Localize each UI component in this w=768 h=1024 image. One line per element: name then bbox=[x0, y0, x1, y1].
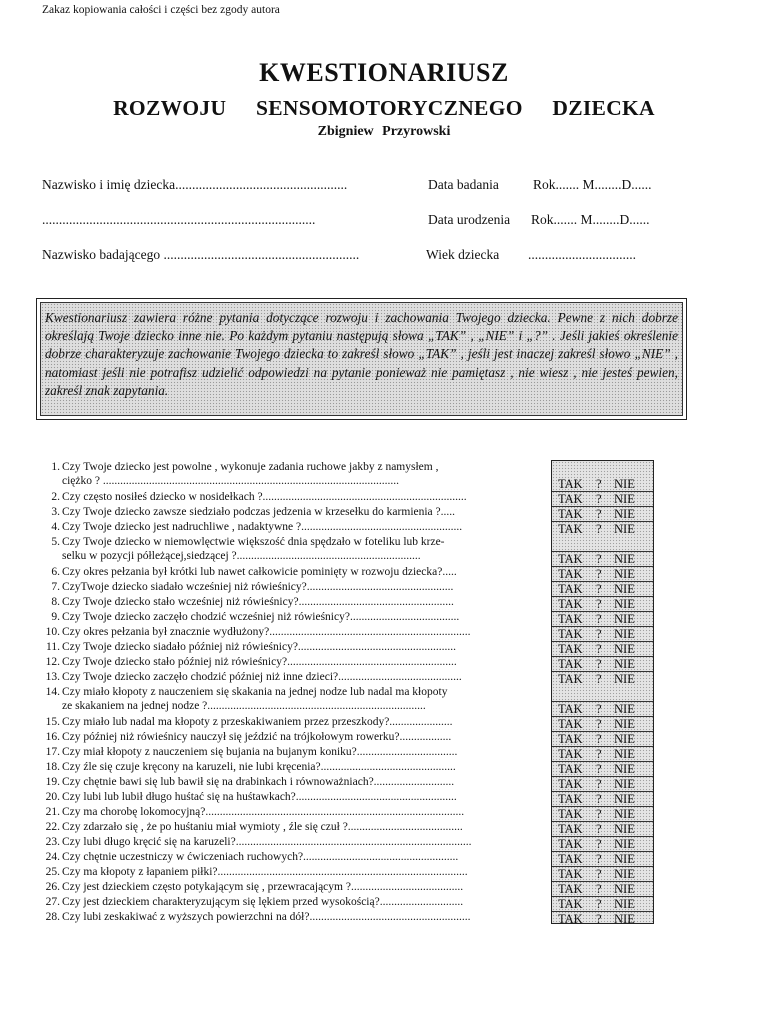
answer-nie[interactable]: NIE bbox=[614, 747, 635, 761]
answer-nie[interactable]: NIE bbox=[614, 822, 635, 836]
question-number: 11. bbox=[46, 641, 60, 653]
answer-divider bbox=[552, 656, 653, 657]
answer-unsure[interactable]: ? bbox=[596, 762, 602, 776]
answer-nie[interactable]: NIE bbox=[614, 477, 635, 491]
answer-nie[interactable]: NIE bbox=[614, 912, 635, 926]
answer-divider bbox=[552, 881, 653, 882]
answer-nie[interactable]: NIE bbox=[614, 792, 635, 806]
question-text: Czy chętnie uczestniczy w ćwiczeniach ruchowych?...................................................... bbox=[62, 851, 459, 863]
answer-unsure[interactable]: ? bbox=[596, 627, 602, 641]
answer-unsure[interactable]: ? bbox=[596, 792, 602, 806]
answer-nie[interactable]: NIE bbox=[614, 492, 635, 506]
question-number: 5. bbox=[51, 536, 60, 548]
answer-nie[interactable]: NIE bbox=[614, 552, 635, 566]
answer-nie[interactable]: NIE bbox=[614, 612, 635, 626]
answer-unsure[interactable]: ? bbox=[596, 522, 602, 536]
answer-unsure[interactable]: ? bbox=[596, 867, 602, 881]
question-text: Czy miało kłopoty z nauczeniem się skakania na jednej nodze lub nadal ma kłopoty bbox=[62, 686, 448, 698]
question-number: 3. bbox=[51, 506, 60, 518]
answer-unsure[interactable]: ? bbox=[596, 702, 602, 716]
question-text-continuation: selku w pozycji półleżącej,siedzącej ?................................................................ bbox=[62, 550, 421, 562]
answer-divider bbox=[552, 806, 653, 807]
answer-unsure[interactable]: ? bbox=[596, 717, 602, 731]
answer-divider bbox=[552, 521, 653, 522]
answer-tak[interactable]: TAK bbox=[558, 612, 583, 626]
answer-divider bbox=[552, 896, 653, 897]
answer-divider bbox=[552, 866, 653, 867]
answer-nie[interactable]: NIE bbox=[614, 582, 635, 596]
question-number: 7. bbox=[51, 581, 60, 593]
answer-tak[interactable]: TAK bbox=[558, 852, 583, 866]
question-number: 23. bbox=[45, 836, 60, 848]
question-number: 6. bbox=[51, 566, 60, 578]
birth-date-field[interactable]: Rok....... M........D...... bbox=[531, 212, 650, 227]
question-text: Czy jest dzieckiem charakteryzującym się lękiem przed wysokością?............................. bbox=[62, 896, 464, 908]
answer-divider bbox=[552, 566, 653, 567]
answer-unsure[interactable]: ? bbox=[596, 732, 602, 746]
exam-date-label: Data badania bbox=[428, 177, 499, 192]
child-age-field[interactable]: ................................ bbox=[528, 247, 636, 262]
question-number: 8. bbox=[51, 596, 60, 608]
question-number: 18. bbox=[45, 761, 60, 773]
answer-tak[interactable]: TAK bbox=[558, 597, 583, 611]
answer-tak[interactable]: TAK bbox=[558, 567, 583, 581]
answer-unsure[interactable]: ? bbox=[596, 912, 602, 926]
answer-unsure[interactable]: ? bbox=[596, 672, 602, 686]
examiner-name-field[interactable]: Nazwisko badającego .......................................................... bbox=[42, 247, 360, 262]
answer-tak[interactable]: TAK bbox=[558, 717, 583, 731]
answer-tak[interactable]: TAK bbox=[558, 582, 583, 596]
answer-divider bbox=[552, 581, 653, 582]
question-text: Czy lubi długo kręcić się na karuzeli?.................................................................................. bbox=[62, 836, 472, 848]
copyright-note: Zakaz kopiowania całości i części bez zgody autora bbox=[42, 4, 280, 16]
answer-unsure[interactable]: ? bbox=[596, 612, 602, 626]
question-text: Czy Twoje dziecko stało wcześniej niż rówieśnicy?...................................................... bbox=[62, 596, 454, 608]
answer-nie[interactable]: NIE bbox=[614, 837, 635, 851]
answer-nie[interactable]: NIE bbox=[614, 522, 635, 536]
answer-nie[interactable]: NIE bbox=[614, 597, 635, 611]
answer-tak[interactable]: TAK bbox=[558, 627, 583, 641]
question-number: 10. bbox=[45, 626, 60, 638]
question-number: 27. bbox=[45, 896, 60, 908]
child-age-label: Wiek dziecka bbox=[426, 247, 500, 262]
answer-tak[interactable]: TAK bbox=[558, 642, 583, 656]
answer-unsure[interactable]: ? bbox=[596, 552, 602, 566]
question-text: Czy lubi lub lubił długo huśtać się na huśtawkach?........................................................ bbox=[62, 791, 457, 803]
question-text: Czy później niż rówieśnicy nauczył się jeździć na trójkołowym rowerku?.................. bbox=[62, 731, 452, 743]
answer-divider bbox=[552, 836, 653, 837]
question-text: Czy Twoje dziecko zaczęło chodzić wcześniej niż rówieśnicy?...................................... bbox=[62, 611, 460, 623]
question-text: Czy ma kłopoty z łapaniem piłki?....................................................................................... bbox=[62, 866, 468, 878]
answer-nie[interactable]: NIE bbox=[614, 702, 635, 716]
answer-tak[interactable]: TAK bbox=[558, 762, 583, 776]
answer-nie[interactable]: NIE bbox=[614, 867, 635, 881]
question-text: Czy Twoje dziecko stało później niż rówieśnicy?........................................................... bbox=[62, 656, 457, 668]
answer-nie[interactable]: NIE bbox=[614, 642, 635, 656]
answer-divider bbox=[552, 821, 653, 822]
answer-tak[interactable]: TAK bbox=[558, 492, 583, 506]
answer-divider bbox=[552, 596, 653, 597]
question-text: Czy zdarzało się , że po huśtaniu miał wymioty , źle się czuł ?........................................ bbox=[62, 821, 463, 833]
birth-date-label: Data urodzenia bbox=[428, 212, 511, 227]
answer-tak[interactable]: TAK bbox=[558, 672, 583, 686]
question-number: 21. bbox=[45, 806, 60, 818]
question-number: 4. bbox=[51, 521, 60, 533]
answer-nie[interactable]: NIE bbox=[614, 672, 635, 686]
answer-divider bbox=[552, 701, 653, 702]
answer-unsure[interactable]: ? bbox=[596, 837, 602, 851]
question-text: Czy Twoje dziecko zaczęło chodzić później niż inne dzieci?........................................... bbox=[62, 671, 462, 683]
answer-tak[interactable]: TAK bbox=[558, 552, 583, 566]
question-text: Czy jest dzieckiem często potykającym się , przewracającym ?....................................... bbox=[62, 881, 464, 893]
instructions-text: Kwestionariusz zawiera różne pytania dotyczące rozwoju i zachowania Twojego dziecka. Pewne z nich dobrze określają Twoje dziecko inne nie. Po każdym pytaniu następują słowa „TAK” , „NIE” i „?” . Jeśli jakieś określenie dobrze charakteryzuje zachowanie Twojego dziecka to zakreśl słowo „TAK” , jeśli jest inaczej zakreśl słowo „NIE” , natomiast jeśli nie potrafisz udzielić odpowiedzi na pytanie ponieważ nie pamiętasz , nie wiesz , nie jesteś pewien, zakreśl znak zapytania. bbox=[40, 302, 683, 416]
question-text: Czy Twoje dziecko jest powolne , wykonuje zadania ruchowe jakby z namysłem , bbox=[62, 461, 439, 473]
answer-unsure[interactable]: ? bbox=[596, 507, 602, 521]
question-number: 14. bbox=[45, 686, 60, 698]
question-text: Czy źle się czuje kręcony na karuzeli, nie lubi kręcenia?............................................... bbox=[62, 761, 456, 773]
answer-unsure[interactable]: ? bbox=[596, 582, 602, 596]
answer-unsure[interactable]: ? bbox=[596, 477, 602, 491]
question-text: Czy Twoje dziecko w niemowlęctwie większość dnia spędzało w foteliku lub krze- bbox=[62, 536, 445, 548]
answer-tak[interactable]: TAK bbox=[558, 867, 583, 881]
answer-nie[interactable]: NIE bbox=[614, 762, 635, 776]
answer-unsure[interactable]: ? bbox=[596, 777, 602, 791]
answer-nie[interactable]: NIE bbox=[614, 657, 635, 671]
question-text: Czy ma chorobę lokomocyjną?.......................................................................................... bbox=[62, 806, 465, 818]
question-text-continuation: ze skakaniem na jednej nodze ?............................................................................ bbox=[62, 700, 426, 712]
question-text-continuation: ciężko ? ....................................................................................................... bbox=[62, 475, 399, 487]
answer-unsure[interactable]: ? bbox=[596, 882, 602, 896]
answer-divider bbox=[552, 611, 653, 612]
answer-nie[interactable]: NIE bbox=[614, 567, 635, 581]
question-number: 28. bbox=[45, 911, 60, 923]
answer-unsure[interactable]: ? bbox=[596, 807, 602, 821]
answer-divider bbox=[552, 671, 653, 672]
answer-unsure[interactable]: ? bbox=[596, 747, 602, 761]
question-number: 22. bbox=[45, 821, 60, 833]
answer-divider bbox=[552, 491, 653, 492]
question-number: 12. bbox=[45, 656, 60, 668]
question-number: 1. bbox=[51, 461, 60, 473]
answer-nie[interactable]: NIE bbox=[614, 807, 635, 821]
answer-divider bbox=[552, 731, 653, 732]
answer-tak[interactable]: TAK bbox=[558, 792, 583, 806]
answer-nie[interactable]: NIE bbox=[614, 777, 635, 791]
answer-nie[interactable]: NIE bbox=[614, 627, 635, 641]
question-number: 26. bbox=[45, 881, 60, 893]
exam-date-field[interactable]: Rok....... M........D...... bbox=[533, 177, 652, 192]
answer-unsure[interactable]: ? bbox=[596, 897, 602, 911]
answer-tak[interactable]: TAK bbox=[558, 882, 583, 896]
answer-divider bbox=[552, 506, 653, 507]
answer-nie[interactable]: NIE bbox=[614, 897, 635, 911]
question-text: Czy Twoje dziecko zawsze siedziało podczas jedzenia w krzesełku do karmienia ?..... bbox=[62, 506, 456, 518]
answer-divider bbox=[552, 626, 653, 627]
question-number: 13. bbox=[45, 671, 60, 683]
question-text: Czy chętnie bawi się lub bawił się na drabinkach i równoważniach?............................ bbox=[62, 776, 455, 788]
answer-nie[interactable]: NIE bbox=[614, 507, 635, 521]
question-text: Czy okres pełzania był krótki lub nawet całkowicie pominięty w rozwoju dziecka?..... bbox=[62, 566, 457, 578]
page-subtitle: ROZWOJU SENSOMOTORYCZNEGO DZIECKA bbox=[113, 96, 655, 120]
answer-unsure[interactable]: ? bbox=[596, 657, 602, 671]
answer-nie[interactable]: NIE bbox=[614, 882, 635, 896]
question-text: Czy Twoje dziecko jest nadruchliwe , nadaktywne ?........................................................ bbox=[62, 521, 463, 533]
author-name: Zbigniew Przyrowski bbox=[317, 124, 451, 139]
answer-unsure[interactable]: ? bbox=[596, 567, 602, 581]
answer-tak[interactable]: TAK bbox=[558, 747, 583, 761]
question-number: 24. bbox=[45, 851, 60, 863]
answer-divider bbox=[552, 641, 653, 642]
question-number: 20. bbox=[45, 791, 60, 803]
answer-unsure[interactable]: ? bbox=[596, 642, 602, 656]
question-text: Czy miał kłopoty z nauczeniem się bujania na bujanym koniku?................................... bbox=[62, 746, 458, 758]
answer-nie[interactable]: NIE bbox=[614, 852, 635, 866]
answer-divider bbox=[552, 761, 653, 762]
instructions-box bbox=[36, 298, 687, 420]
page-title: KWESTIONARIUSZ bbox=[259, 58, 509, 87]
answer-divider bbox=[552, 851, 653, 852]
child-name-continuation-field[interactable]: ................................................................................. bbox=[42, 212, 316, 227]
child-name-field[interactable]: Nazwisko i imię dziecka................................................... bbox=[42, 177, 348, 192]
question-number: 17. bbox=[45, 746, 60, 758]
question-number: 9. bbox=[51, 611, 60, 623]
answer-nie[interactable]: NIE bbox=[614, 717, 635, 731]
question-number: 19. bbox=[45, 776, 60, 788]
question-text: Czy często nosiłeś dziecko w nosidełkach ?....................................................................... bbox=[62, 491, 467, 503]
answer-unsure[interactable]: ? bbox=[596, 492, 602, 506]
question-text: CzyTwoje dziecko siadało wcześniej niż rówieśnicy?................................................... bbox=[62, 581, 454, 593]
answer-tak[interactable]: TAK bbox=[558, 912, 583, 926]
question-text: Czy Twoje dziecko siadało później niż rówieśnicy?....................................................... bbox=[62, 641, 457, 653]
answer-unsure[interactable]: ? bbox=[596, 822, 602, 836]
answer-divider bbox=[552, 551, 653, 552]
answer-unsure[interactable]: ? bbox=[596, 597, 602, 611]
answer-tak[interactable]: TAK bbox=[558, 522, 583, 536]
answer-tak[interactable]: TAK bbox=[558, 822, 583, 836]
question-number: 15. bbox=[45, 716, 60, 728]
answer-tak[interactable]: TAK bbox=[558, 477, 583, 491]
answer-tak[interactable]: TAK bbox=[558, 657, 583, 671]
answer-tak[interactable]: TAK bbox=[558, 777, 583, 791]
answer-divider bbox=[552, 776, 653, 777]
answer-nie[interactable]: NIE bbox=[614, 732, 635, 746]
question-text: Czy lubi zeskakiwać z wyższych powierzchni na dół?........................................................ bbox=[62, 911, 471, 923]
answer-divider bbox=[552, 791, 653, 792]
answer-tak[interactable]: TAK bbox=[558, 702, 583, 716]
answer-divider bbox=[552, 746, 653, 747]
answer-tak[interactable]: TAK bbox=[558, 732, 583, 746]
question-number: 2. bbox=[51, 491, 60, 503]
question-text: Czy okres pełzania był znacznie wydłużony?...................................................................... bbox=[62, 626, 471, 638]
answer-divider bbox=[552, 911, 653, 912]
answer-tak[interactable]: TAK bbox=[558, 837, 583, 851]
question-number: 16. bbox=[45, 731, 60, 743]
answer-divider bbox=[552, 716, 653, 717]
question-number: 25. bbox=[45, 866, 60, 878]
answer-column bbox=[551, 460, 654, 924]
answer-unsure[interactable]: ? bbox=[596, 852, 602, 866]
answer-tak[interactable]: TAK bbox=[558, 897, 583, 911]
answer-tak[interactable]: TAK bbox=[558, 807, 583, 821]
answer-tak[interactable]: TAK bbox=[558, 507, 583, 521]
question-text: Czy miało lub nadal ma kłopoty z przeskakiwaniem przez przeszkody?...................... bbox=[62, 716, 453, 728]
